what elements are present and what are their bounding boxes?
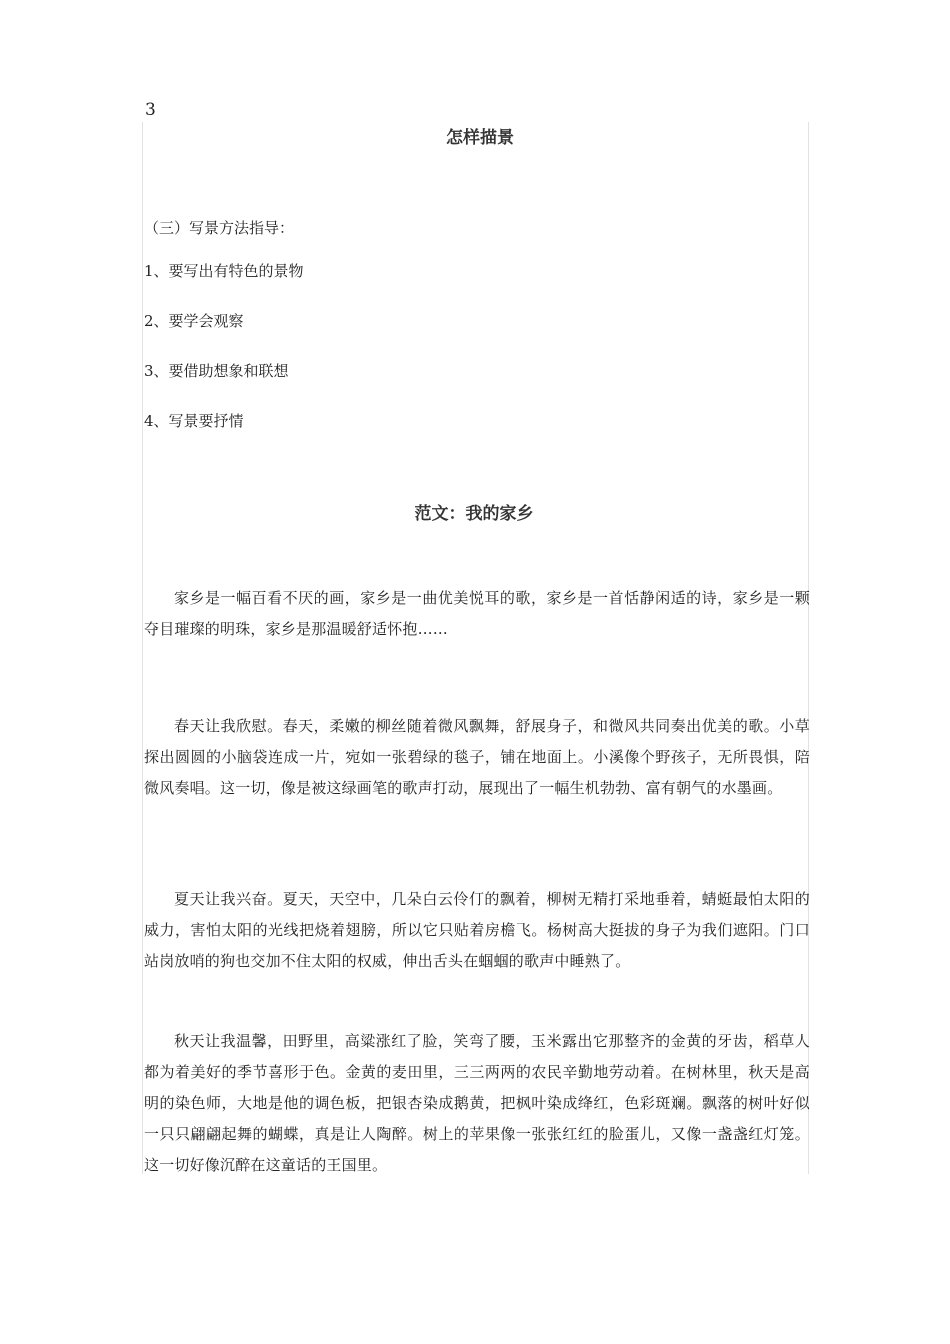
document-body [144,126,816,1174]
document-title: 怎样描景 [446,128,514,148]
page-number: 3 [145,100,156,120]
essay-title: 范文：我的家乡 [414,504,534,524]
method-item: 3、要借助想象和联想 [144,362,289,380]
essay-paragraph: 家乡是一幅百看不厌的画，家乡是一曲优美悦耳的歌，家乡是一首恬静闲适的诗，家乡是一颗夺目璀璨的明珠，家乡是那温暖舒适怀抱…… [144,589,810,638]
section-heading: （三）写景方法指导： [144,219,295,237]
page-frame-right-border [808,122,809,1174]
page-frame-left-border [142,122,143,1174]
method-item: 2、要学会观察 [144,312,244,330]
method-item: 4、写景要抒情 [144,412,244,430]
essay-paragraph: 秋天让我温馨，田野里，高粱涨红了脸，笑弯了腰，玉米露出它那整齐的金黄的牙齿，稻草人都为着美好的季节喜形于色。金黄的麦田里，三三两两的农民辛勤地劳动着。在树林里，秋天是高明的染色师，大地是他的调色板，把银杏染成鹅黄，把枫叶染成绛红，色彩斑斓。飘落的树叶好似一只只翩翩起舞的蝴蝶，真是让人陶醉。树上的苹果像一张张红红的脸蛋儿，又像一盏盏红灯笼。这一切好像沉醉在这童话的王国里。 [144,1032,810,1174]
method-item: 1、要写出有特色的景物 [144,262,304,280]
essay-paragraph: 夏天让我兴奋。夏天，天空中，几朵白云伶仃的飘着，柳树无精打采地垂着，蜻蜓最怕太阳的威力，害怕太阳的光线把烧着翅膀，所以它只贴着房檐飞。杨树高大挺拔的身子为我们遮阳。门口站岗放哨的狗也交加不住太阳的权威，伸出舌头在蝈蝈的歌声中睡熟了。 [144,890,810,970]
essay-paragraph: 春天让我欣慰。春天，柔嫩的柳丝随着微风飘舞，舒展身子，和微风共同奏出优美的歌。小草探出圆圆的小脑袋连成一片，宛如一张碧绿的毯子，铺在地面上。小溪像个野孩子，无所畏惧，陪微风奏唱。这一切，像是被这绿画笔的歌声打动，展现出了一幅生机勃勃、富有朝气的水墨画。 [144,717,810,797]
